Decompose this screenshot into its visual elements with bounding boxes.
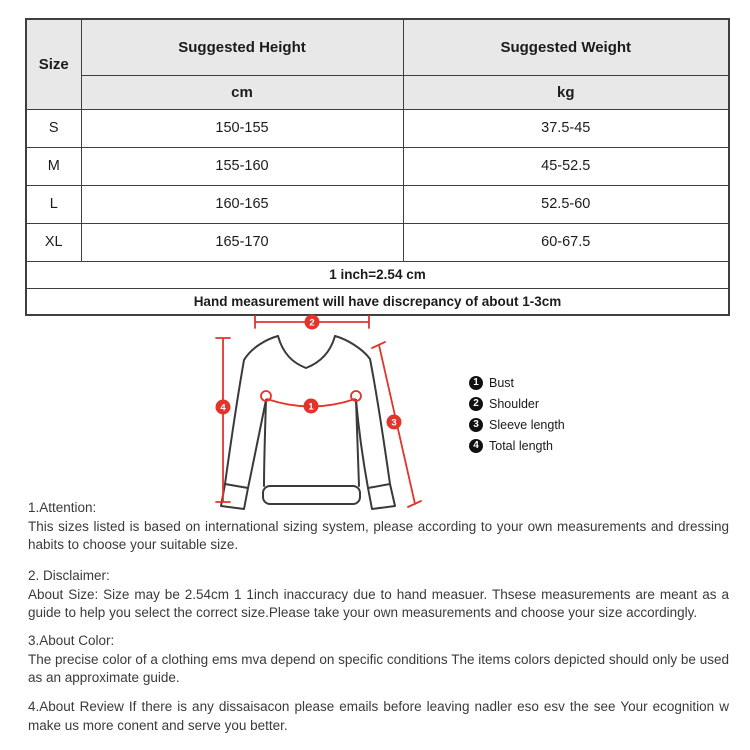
legend-item-bust (469, 376, 565, 390)
about-color-body: The precise color of a clothing ems mva depend on specific conditions The items colors depicted should only be used as an approximate guide. (28, 651, 729, 685)
size-chart-table (25, 18, 730, 316)
measurement-discrepancy-note: Hand measurement will have discrepancy of about 1-3cm (26, 288, 729, 315)
svg-text:1: 1 (308, 401, 314, 413)
measurement-markers (216, 315, 402, 430)
svg-text:2: 2 (309, 317, 315, 329)
inch-conversion-note: 1 inch=2.54 cm (26, 261, 729, 288)
size-column-header: Size (26, 19, 81, 109)
disclaimer-section (28, 567, 729, 623)
weight-cell: 37.5-45 (403, 109, 729, 147)
legend-item-total-length (469, 439, 565, 453)
size-cell: M (26, 147, 81, 185)
measurement-lines (216, 316, 421, 507)
table-row (26, 109, 729, 147)
attention-body: This sizes listed is based on international sizing system, please according to your own measurements and dressing habits to choose your suitable size. (28, 518, 729, 552)
number-3-icon: 3 (469, 418, 483, 432)
weight-cell: 60-67.5 (403, 223, 729, 261)
size-cell: XL (26, 223, 81, 261)
number-1-icon: 1 (469, 376, 483, 390)
legend-label: Shoulder (489, 397, 540, 411)
sweater-measurement-diagram (178, 312, 478, 517)
disclaimer-heading: 2. Disclaimer: (28, 568, 110, 583)
height-column-header: Suggested Height (81, 19, 403, 75)
legend-label: Bust (489, 376, 515, 390)
table-row (26, 147, 729, 185)
table-note-row (26, 261, 729, 288)
size-cell: L (26, 185, 81, 223)
about-review-section (28, 698, 729, 735)
total-length-marker (216, 400, 231, 415)
size-cell: S (26, 109, 81, 147)
legend-label: Total length (489, 439, 553, 453)
number-2-icon: 2 (469, 397, 483, 411)
disclaimer-body: About Size: Size may be 2.54cm 1 1inch inaccuracy due to hand measuer. Thsese measurements are meant as a guide to help you select the correct size.Please take your own measurements and choose your size accordingly. (28, 586, 729, 620)
attention-section (28, 499, 729, 555)
height-unit-header: cm (81, 75, 403, 109)
svg-text:3: 3 (391, 417, 397, 429)
svg-text:4: 4 (220, 402, 226, 414)
bust-marker (304, 399, 319, 414)
legend-label: Sleeve length (489, 418, 565, 432)
table-row (26, 223, 729, 261)
weight-unit-header: kg (403, 75, 729, 109)
about-color-section (28, 632, 729, 688)
height-cell: 150-155 (81, 109, 403, 147)
height-cell: 160-165 (81, 185, 403, 223)
table-row (26, 185, 729, 223)
legend-item-sleeve-length (469, 418, 565, 432)
attention-heading: 1.Attention: (28, 500, 97, 515)
height-cell: 165-170 (81, 223, 403, 261)
table-note-row (26, 288, 729, 315)
number-4-icon: 4 (469, 439, 483, 453)
sweater-outline-drawing (221, 336, 395, 509)
shoulder-marker (305, 315, 320, 330)
about-color-heading: 3.About Color: (28, 633, 115, 648)
height-cell: 155-160 (81, 147, 403, 185)
weight-cell: 52.5-60 (403, 185, 729, 223)
sleeve-length-marker (387, 415, 402, 430)
about-review-body: 4.About Review If there is any dissaisacon please emails before leaving nadler eso esv the see Your ecognition w make us more conent and serve you better. (28, 699, 729, 733)
measurement-legend (469, 376, 565, 453)
weight-cell: 45-52.5 (403, 147, 729, 185)
legend-item-shoulder (469, 397, 565, 411)
weight-column-header: Suggested Weight (403, 19, 729, 75)
